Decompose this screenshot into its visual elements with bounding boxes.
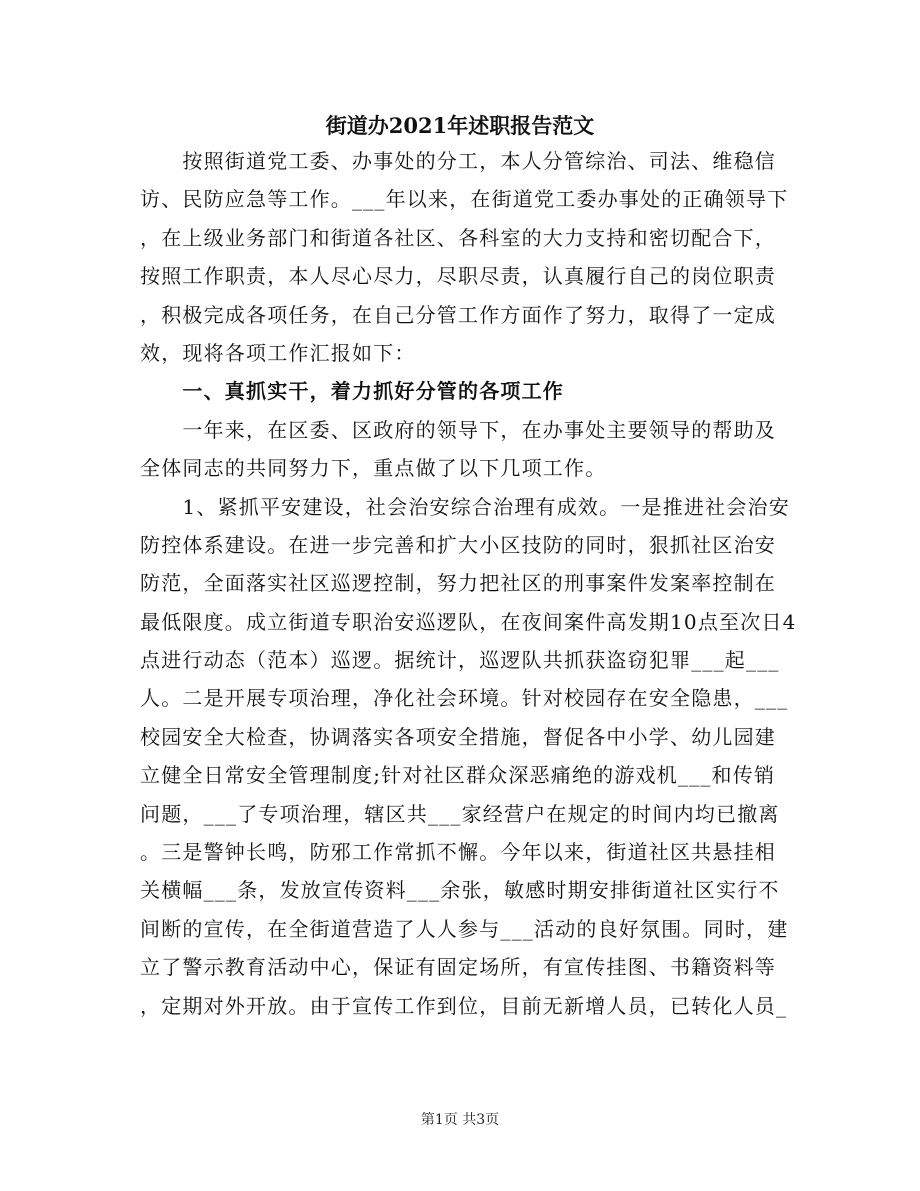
body-line: 按照街道党工委、办事处的分工，本人分管综治、司法、维稳信: [140, 149, 776, 173]
body-line: 立健全日常安全管理制度;针对社区群众深恶痛绝的游戏机___和传销: [140, 763, 776, 788]
body-line: 效，现将各项工作汇报如下：: [140, 340, 416, 365]
document-title: 街道办2021年述职报告范文: [325, 113, 595, 138]
body-line: 1、紧抓平安建设，社会治安综合治理有成效。一是推进社会治安: [140, 494, 790, 519]
body-line: ，在上级业务部门和街道各社区、各科室的大力支持和密切配合下，: [140, 225, 776, 250]
body-line: 立了警示教育活动中心，保证有固定场所，有宣传挂图、书籍资料等: [140, 955, 776, 980]
body-line: 问题，___了专项治理，辖区共___家经营户在规定的时间内均已撤离: [140, 801, 780, 826]
body-line: 防范，全面落实社区巡逻控制，努力把社区的刑事案件发案率控制在: [140, 571, 776, 596]
body-line: 访、民防应急等工作。___年以来，在街道党工委办事处的正确领导下: [140, 187, 789, 212]
document-body: [140, 142, 797, 1025]
body-line: 最低限度。成立街道专职治安巡逻队，在夜间案件高发期10点至次日4: [140, 609, 797, 634]
body-line: 校园安全大检查，协调落实各项安全措施，督促各中小学、幼儿园建: [140, 724, 776, 749]
body-line: ，定期对外开放。由于宣传工作到位，目前无新增人员，已转化人员_: [140, 993, 788, 1018]
body-line: 关横幅___条，发放宣传资料___余张，敏感时期安排街道社区实行不: [140, 878, 780, 903]
body-line: 间断的宣传，在全街道营造了人人参与___活动的良好氛围。同时，建: [140, 916, 789, 941]
body-line: ，积极完成各项任务，在自己分管工作方面作了努力，取得了一定成: [140, 302, 776, 327]
section-heading: 一、真抓实干，着力抓好分管的各项工作: [140, 379, 564, 404]
body-line: 点进行动态（范本）巡逻。据统计，巡逻队共抓获盗窃犯罪___起___: [140, 648, 780, 673]
body-line: 全体同志的共同努力下，重点做了以下几项工作。: [140, 456, 607, 481]
body-line: 按照工作职责，本人尽心尽力，尽职尽责，认真履行自己的岗位职责: [140, 264, 776, 289]
body-line: 。三是警钟长鸣，防邪工作常抓不懈。今年以来，街道社区共悬挂相: [140, 840, 776, 865]
body-line: 防控体系建设。在进一步完善和扩大小区技防的同时，狠抓社区治安: [140, 532, 776, 557]
body-line: 人。二是开展专项治理，净化社会环境。针对校园存在安全隐患，___: [140, 686, 789, 711]
body-line: 一年来，在区委、区政府的领导下，在办事处主要领导的帮助及: [140, 417, 776, 442]
page-footer: 第1页 共3页: [420, 1112, 500, 1128]
